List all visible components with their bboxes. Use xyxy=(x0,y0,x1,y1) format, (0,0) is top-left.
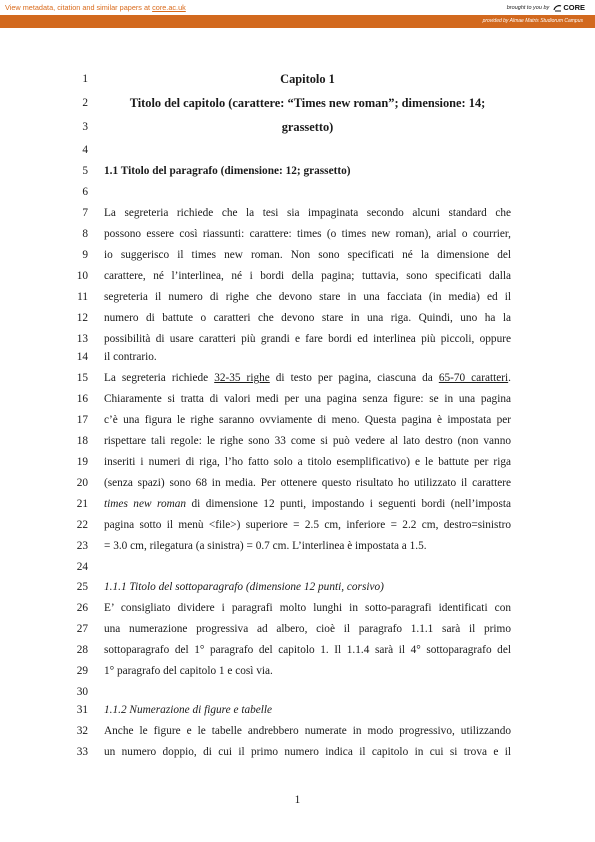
paragraph-line xyxy=(104,497,511,511)
paragraph-line: rispettare tali regole: le righe sono 33 come si può vedere al lato destro (non vanno xyxy=(104,435,511,447)
line-number: 1 xyxy=(82,73,88,85)
core-logo-icon xyxy=(553,4,562,12)
line-number: 23 xyxy=(76,540,88,552)
paragraph-line: Anche le figure e le tabelle andrebbero numerate in modo progressivo, utilizzando xyxy=(104,725,511,737)
provided-by-text: provided by Almae Matris Studiorum Campus xyxy=(482,18,583,24)
brought-by xyxy=(507,3,585,12)
line-number: 24 xyxy=(76,561,88,573)
core-banner xyxy=(0,0,595,15)
line-number: 14 xyxy=(76,351,88,363)
line-number: 13 xyxy=(76,333,88,345)
line-number: 33 xyxy=(76,746,88,758)
paragraph-line: numero di battute o caratteri che devono stare in una riga. Quindi, uno ha la xyxy=(104,312,511,324)
line-number: 5 xyxy=(82,165,88,177)
brought-by-text: brought to you by xyxy=(506,4,550,11)
line-number: 8 xyxy=(82,228,88,240)
subsection-heading: 1.1.1 Titolo del sottoparagrafo (dimensione 12 punti, corsivo) xyxy=(104,581,384,593)
line-number: 6 xyxy=(82,186,88,198)
text-run: di testo per pagina, ciascuna da xyxy=(269,372,439,384)
paragraph-line: sottoparagrafo del 1° paragrafo del capitolo 1. Il 1.1.4 sarà il 4° sottoparagrafo del xyxy=(104,644,511,656)
line-number: 22 xyxy=(76,519,88,531)
paragraph-line: segreteria il numero di righe che devono stare in una facciata (in media) ed il xyxy=(104,291,511,303)
line-number: 18 xyxy=(76,435,88,447)
paragraph-line: (senza spazi) sono 68 in media. Per ottenere questo risultato ho utilizzato il carattere xyxy=(104,477,511,489)
line-number: 2 xyxy=(82,97,88,109)
paragraph-line: il contrario. xyxy=(104,351,157,363)
provided-by-band xyxy=(0,15,595,28)
core-metadata-note xyxy=(5,3,186,12)
line-number: 27 xyxy=(76,623,88,635)
paragraph-line: 1° paragrafo del capitolo 1 e così via. xyxy=(104,665,273,677)
paragraph-line: pagina sotto il menù <file>) superiore = 2.5 cm, inferiore = 2.2 cm, destro=sinistro xyxy=(104,519,511,531)
section-heading: 1.1 Titolo del paragrafo (dimensione: 12; grassetto) xyxy=(104,165,351,177)
line-number: 32 xyxy=(76,725,88,737)
core-link[interactable]: core.ac.uk xyxy=(152,3,186,12)
italic-font-name: times new roman xyxy=(104,498,187,510)
underlined-chars-count: 65-70 caratteri xyxy=(438,372,509,384)
core-metadata-text: View metadata, citation and similar papers at xyxy=(5,3,153,12)
paragraph-line: c’è una figura le righe saranno ovviamente di meno. Questa pagina è impostata per xyxy=(104,414,511,426)
paragraph-line: Chiaramente si tratta di valori medi per una pagina senza figure: se in una pagina xyxy=(104,393,511,405)
paragraph-line: io suggerisco il times new roman. Non sono specificati né la dimensione del xyxy=(104,249,511,261)
line-number: 4 xyxy=(82,144,88,156)
line-number: 20 xyxy=(76,477,88,489)
line-number: 10 xyxy=(76,270,88,282)
paragraph-line: possibilità di usare caratteri più grandi e fare bordi ed interlinea più piccoli, oppure xyxy=(104,333,511,345)
text-run: di dimensione 12 punti, impostando i seguenti bordi (nell’imposta xyxy=(186,498,511,510)
core-label[interactable]: CORE xyxy=(563,3,585,12)
paragraph-line xyxy=(104,371,511,385)
underlined-lines-count: 32-35 righe xyxy=(214,372,270,384)
line-number: 7 xyxy=(82,207,88,219)
line-number: 29 xyxy=(76,665,88,677)
line-number: 28 xyxy=(76,644,88,656)
chapter-title-line-1: Titolo del capitolo (carattere: “Times new roman”; dimensione: 14; xyxy=(129,96,486,110)
paragraph-line: La segreteria richiede che la tesi sia impaginata secondo alcuni standard che xyxy=(104,207,511,219)
paragraph-line: E’ consigliato dividere i paragrafi molto lunghi in sotto-paragrafi identificati con xyxy=(104,602,511,614)
paragraph-line: una numerazione progressiva ad albero, cioè il paragrafo 1.1.1 sarà il primo xyxy=(104,623,511,635)
line-number: 12 xyxy=(76,312,88,324)
line-number: 25 xyxy=(76,581,88,593)
paragraph-line: = 3.0 cm, rilegatura (a sinistra) = 0.7 cm. L’interlinea è impostata a 1.5. xyxy=(104,540,427,552)
chapter-title-line-2: grassetto) xyxy=(281,120,334,134)
paragraph-line: inseriti i numeri di riga, l’ho fatto solo a titolo esemplificativo) e le battute per riga xyxy=(104,456,511,468)
paragraph-line: carattere, né l’interlinea, né i bordi della pagina; tuttavia, sono specificati dalla xyxy=(104,270,511,282)
line-number: 21 xyxy=(76,498,88,510)
text-run: La segreteria richiede xyxy=(104,372,215,384)
line-number: 17 xyxy=(76,414,88,426)
line-number: 26 xyxy=(76,602,88,614)
line-number: 9 xyxy=(82,249,88,261)
line-number: 31 xyxy=(76,704,88,716)
paragraph-line: un numero doppio, di cui il primo numero indica il capitolo in cui si trova e il xyxy=(104,746,511,758)
subsection-heading: 1.1.2 Numerazione di figure e tabelle xyxy=(104,704,273,716)
line-number: 30 xyxy=(76,686,88,698)
text-run: . xyxy=(508,372,511,384)
line-number: 19 xyxy=(76,456,88,468)
paragraph-line: possono essere così riassunti: carattere: times (o times new roman), arial o courrier, xyxy=(104,228,511,240)
line-number: 16 xyxy=(76,393,88,405)
line-number: 3 xyxy=(82,121,88,133)
line-number: 11 xyxy=(77,291,88,303)
chapter-heading: Capitolo 1 xyxy=(280,72,335,86)
page-number: 1 xyxy=(294,794,301,806)
line-number: 15 xyxy=(76,372,88,384)
